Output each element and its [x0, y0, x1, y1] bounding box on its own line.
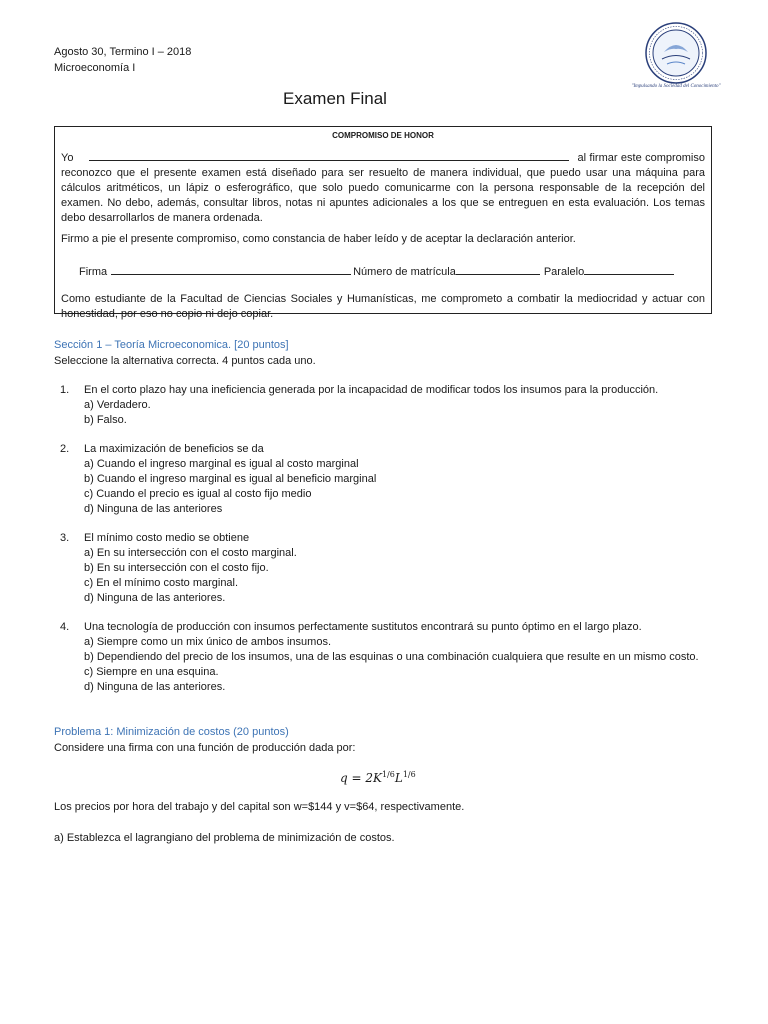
section1-instruction: Seleccione la alternativa correcta. 4 puntos cada uno.	[54, 355, 316, 367]
option-d: d) Ninguna de las anteriores.	[84, 592, 226, 604]
formula-lhs: q = 2K	[340, 771, 382, 785]
question-number: 4.	[60, 621, 70, 633]
yo-line	[61, 149, 705, 166]
option-a: a) En su intersección con el costo marginal.	[84, 547, 297, 559]
option-b: b) Cuando el ingreso marginal es igual al beneficio marginal	[84, 473, 377, 485]
question-number: 2.	[60, 443, 70, 455]
firma-blank	[111, 263, 351, 275]
formula-l: L	[394, 771, 403, 785]
logo-motto: "Impulsando la Sociedad del Conocimiento"	[631, 84, 721, 89]
question-number: 3.	[60, 532, 70, 544]
option-b: b) Dependiendo del precio de los insumos, una de las esquinas o una combinación cualquiera que resulte en un mismo costo.	[84, 651, 699, 663]
question-stem: La maximización de beneficios se da	[84, 443, 264, 455]
formula-exponent-l: 1/6	[402, 770, 416, 779]
matricula-label: Número de matrícula	[353, 266, 456, 278]
option-d: d) Ninguna de las anteriores	[84, 503, 223, 515]
problem1-intro: Considere una firma con una función de producción dada por:	[54, 742, 356, 754]
course-name: Microeconomía I	[54, 62, 136, 74]
formula-exponent-k: 1/6	[381, 770, 395, 779]
honor-paragraph-3: Como estudiante de la Facultad de Ciencias Sociales y Humanísticas, me comprometo a combatir la mediocridad y actuar con honestidad, por eso no copio ni dejo copiar.	[61, 293, 705, 320]
after-blank-text: al firmar este compromiso	[577, 152, 705, 164]
page-title: Examen Final	[283, 89, 387, 108]
paralelo-blank	[584, 263, 674, 275]
production-function-formula	[340, 767, 416, 786]
option-b: b) Falso.	[84, 414, 127, 426]
option-c: c) En el mínimo costo marginal.	[84, 577, 239, 589]
question-4	[54, 620, 714, 695]
matricula-blank	[456, 263, 540, 275]
problem1-heading: Problema 1: Minimización de costos (20 puntos)	[54, 726, 289, 738]
question-stem: El mínimo costo medio se obtiene	[84, 532, 250, 544]
honor-paragraph-2: Firmo a pie el presente compromiso, como constancia de haber leído y de aceptar la declaración anterior.	[61, 233, 576, 245]
name-blank	[89, 149, 569, 161]
option-c: c) Cuando el precio es igual al costo fijo medio	[84, 488, 312, 500]
option-d: d) Ninguna de las anteriores.	[84, 681, 226, 693]
question-2	[54, 442, 714, 517]
firma-label: Firma	[79, 266, 108, 278]
signature-row	[79, 263, 705, 280]
section1-heading: Sección 1 – Teoría Microeconomica. [20 puntos]	[54, 339, 289, 351]
question-stem: En el corto plazo hay una ineficiencia generada por la incapacidad de modificar todos los insumos para la producción.	[84, 384, 659, 396]
honor-paragraph-1: reconozco que el presente examen está diseñado para ser resuelto de manera individual, que puedo usar una máquina para cálculos aritméticos, un lápiz o esferográfico, que solo puedo comunicarme con la persona responsable de la recepción del examen. No debo, además, consultar libros, notas ni apuntes adicionales a los que se entreguen en esta evaluación. Los temas debo desarrollarlos de manera ordenada.	[61, 167, 705, 224]
exam-date: Agosto 30, Termino I – 2018	[54, 46, 192, 58]
honor-pledge-box	[54, 126, 712, 320]
problem1-prices: Los precios por hora del trabajo y del capital son w=$144 y v=$64, respectivamente.	[54, 801, 465, 813]
option-a: a) Verdadero.	[84, 399, 151, 411]
question-stem: Una tecnología de producción con insumos perfectamente sustitutos encontrará su punto óptimo en el largo plazo.	[84, 621, 642, 633]
paralelo-label: Paralelo	[543, 266, 585, 278]
header-info	[54, 44, 191, 76]
option-a: a) Cuando el ingreso marginal es igual al costo marginal	[84, 458, 359, 470]
problem1-part-a: a) Establezca el lagrangiano del problema de minimización de costos.	[54, 832, 395, 844]
option-a: a) Siempre como un mix único de ambos insumos.	[84, 636, 331, 648]
option-b: b) En su intersección con el costo fijo.	[84, 562, 269, 574]
question-3	[54, 531, 714, 606]
question-1	[54, 383, 714, 428]
espol-seal-icon	[645, 22, 707, 84]
honor-heading: COMPROMISO DE HONOR	[332, 131, 434, 140]
yo-label: Yo	[61, 152, 74, 164]
espol-logo	[628, 22, 724, 92]
option-c: c) Siempre en una esquina.	[84, 666, 219, 678]
question-number: 1.	[60, 384, 70, 396]
